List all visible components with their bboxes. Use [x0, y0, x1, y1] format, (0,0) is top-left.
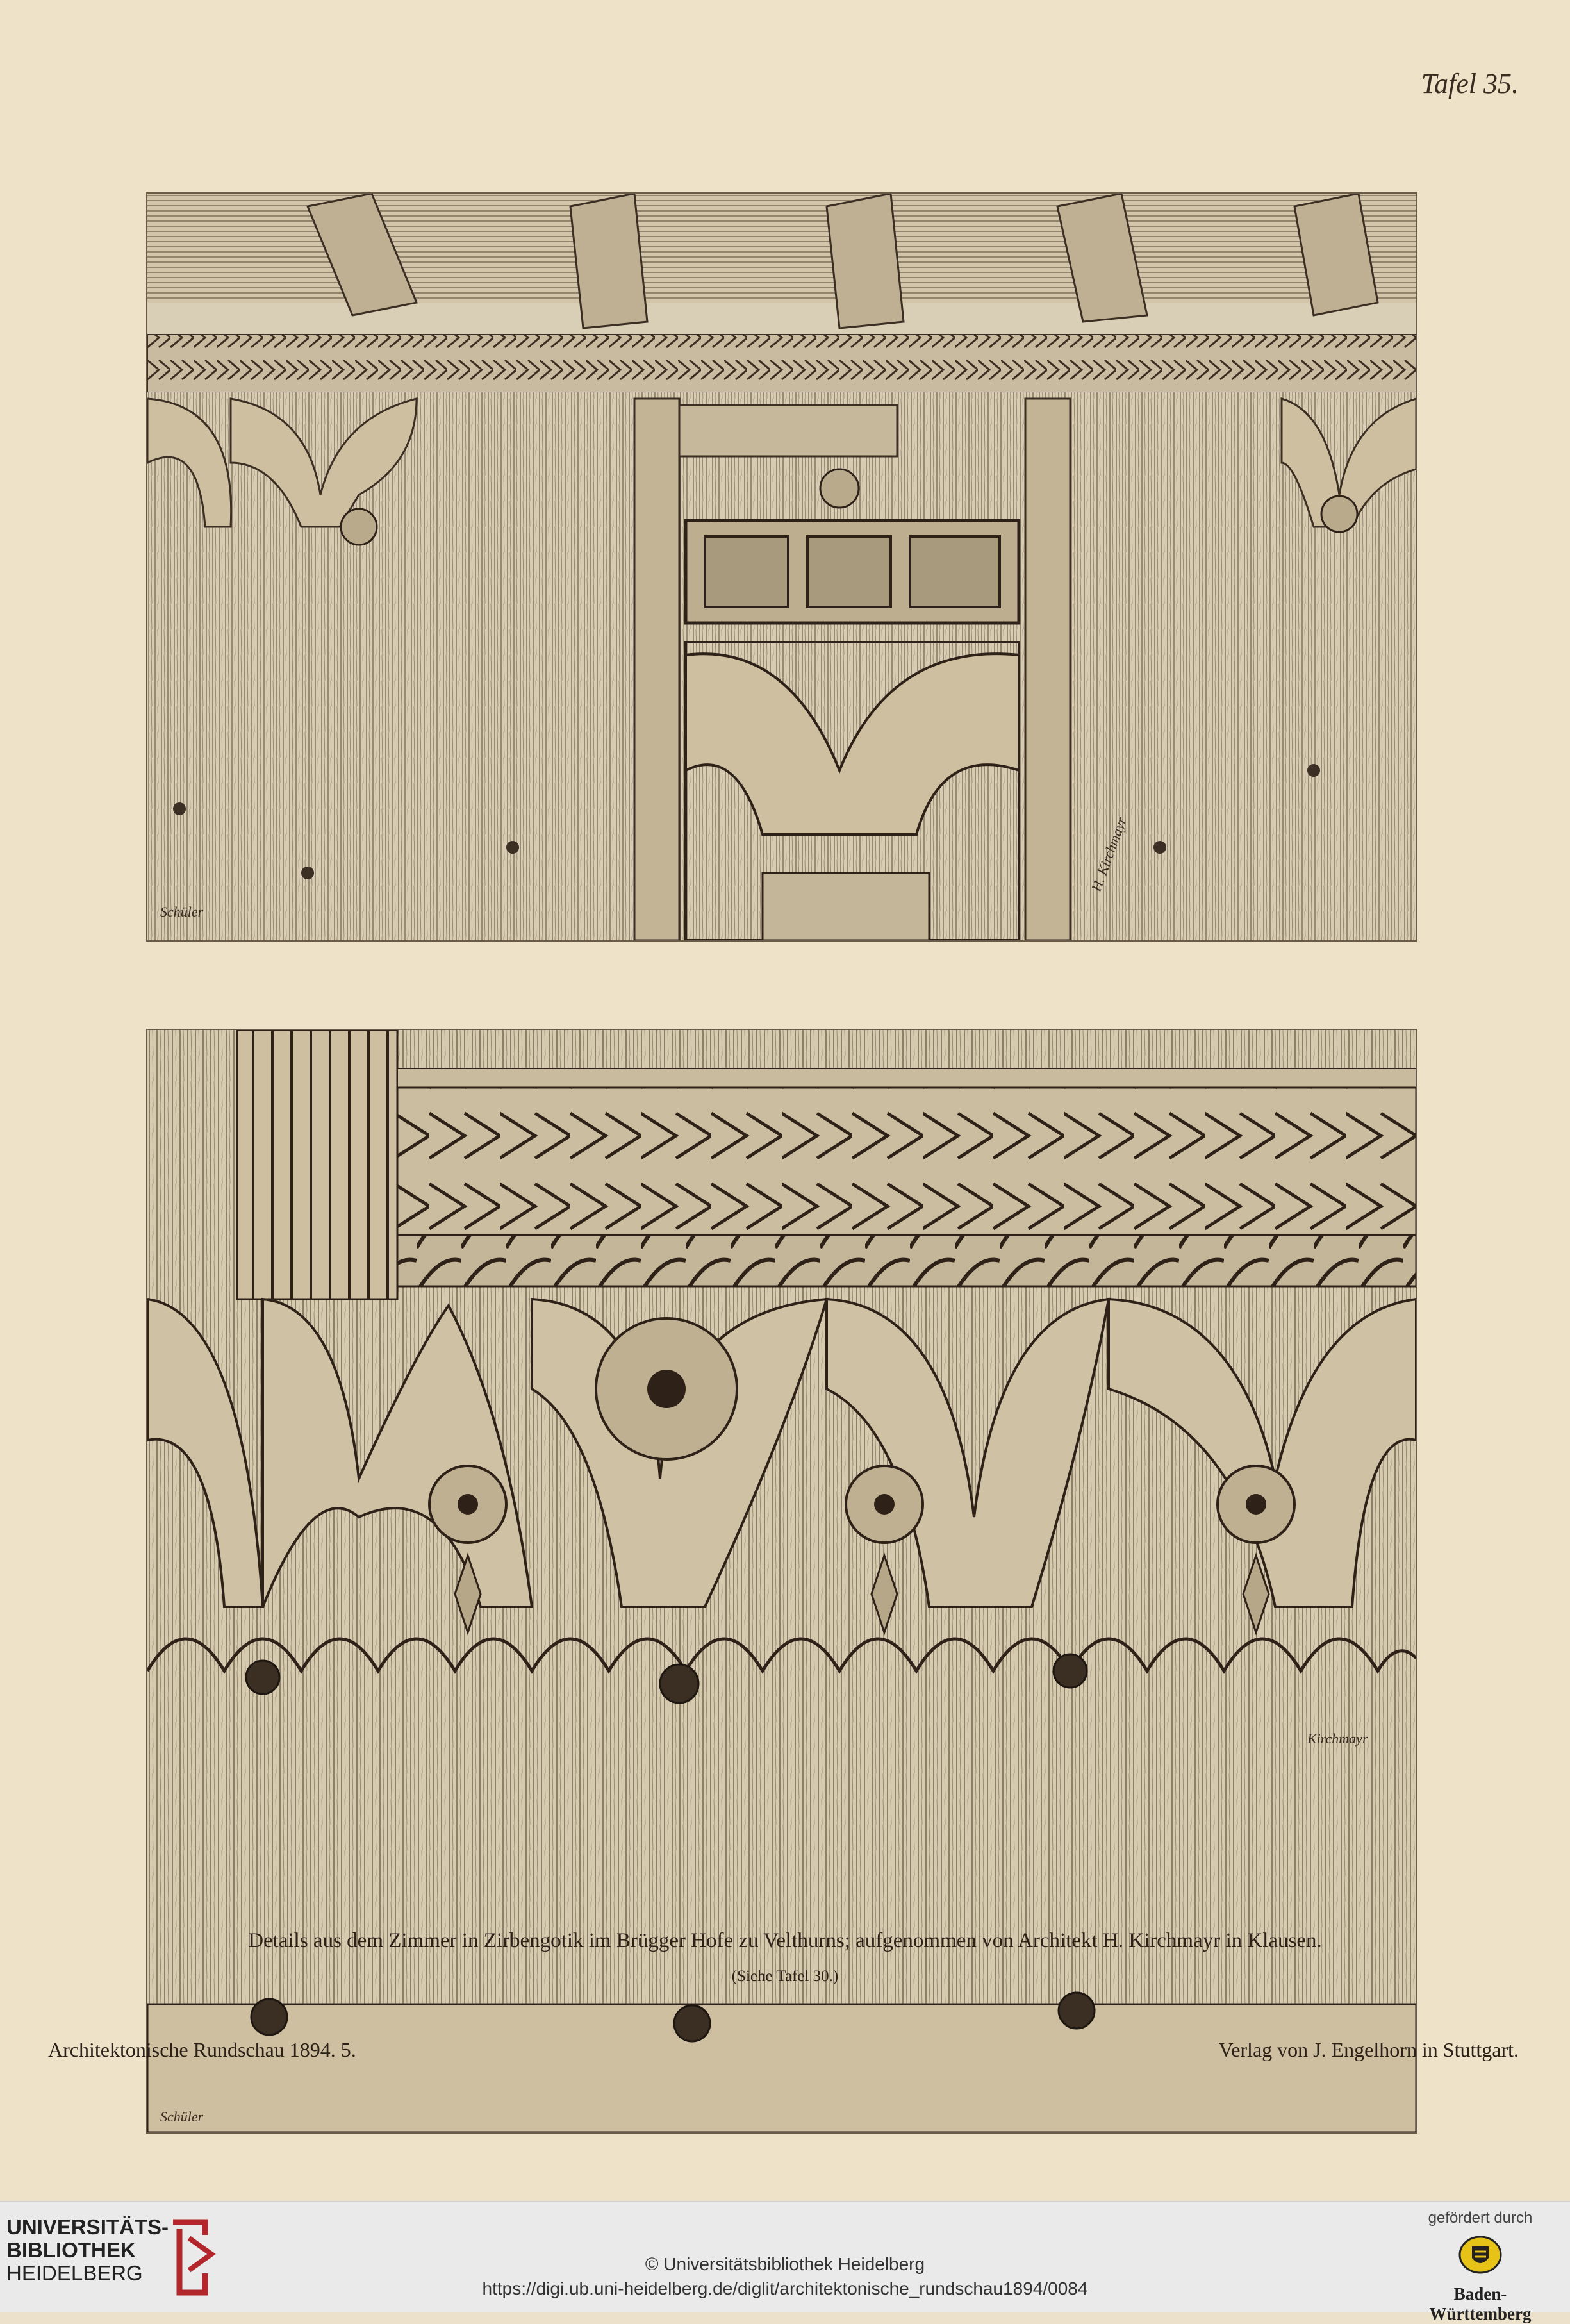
bottom-signature-left: Schüler [160, 2109, 204, 2125]
sponsor-name: Baden-Württemberg [1429, 2284, 1532, 2323]
plate-number: Tafel 35. [1421, 68, 1519, 99]
publication-info: Architektonische Rundschau 1894. 5. [48, 2038, 356, 2061]
top-engraving [146, 192, 1417, 942]
plate-subcaption: (Siehe Tafel 30.) [731, 1968, 839, 1985]
top-signature-left: Schüler [160, 904, 204, 920]
sponsor-label: gefördert durch [1428, 2209, 1533, 2227]
plate-caption: Details aus dem Zimmer in Zirbengotik im Brügger Hofe zu Velthurns; aufgenommen von Architekt H. Kirchmayr in Klausen. [248, 1929, 1322, 1952]
copyright-notice: © Universitätsbibliothek Heidelberg [645, 2254, 925, 2274]
library-footer-bar [0, 2201, 1570, 2323]
bottom-signature-right: Kirchmayr [1307, 1731, 1368, 1747]
source-url-link[interactable]: https://digi.ub.uni-heidelberg.de/diglit/architektonische_rundschau1894/0084 [482, 2278, 1088, 2298]
logo-line-2: BIBLIOTHEK [6, 2238, 136, 2262]
sponsor-block[interactable] [1403, 2209, 1557, 2324]
publisher-info: Verlag von J. Engelhorn in Stuttgart. [1218, 2038, 1519, 2061]
logo-line-3: HEIDELBERG [6, 2261, 143, 2285]
baden-wuerttemberg-crest-icon [1458, 2232, 1503, 2277]
top-signature-right: H. Kirchmayr [1087, 815, 1130, 894]
logo-line-1: UNIVERSITÄTS- [6, 2215, 169, 2239]
